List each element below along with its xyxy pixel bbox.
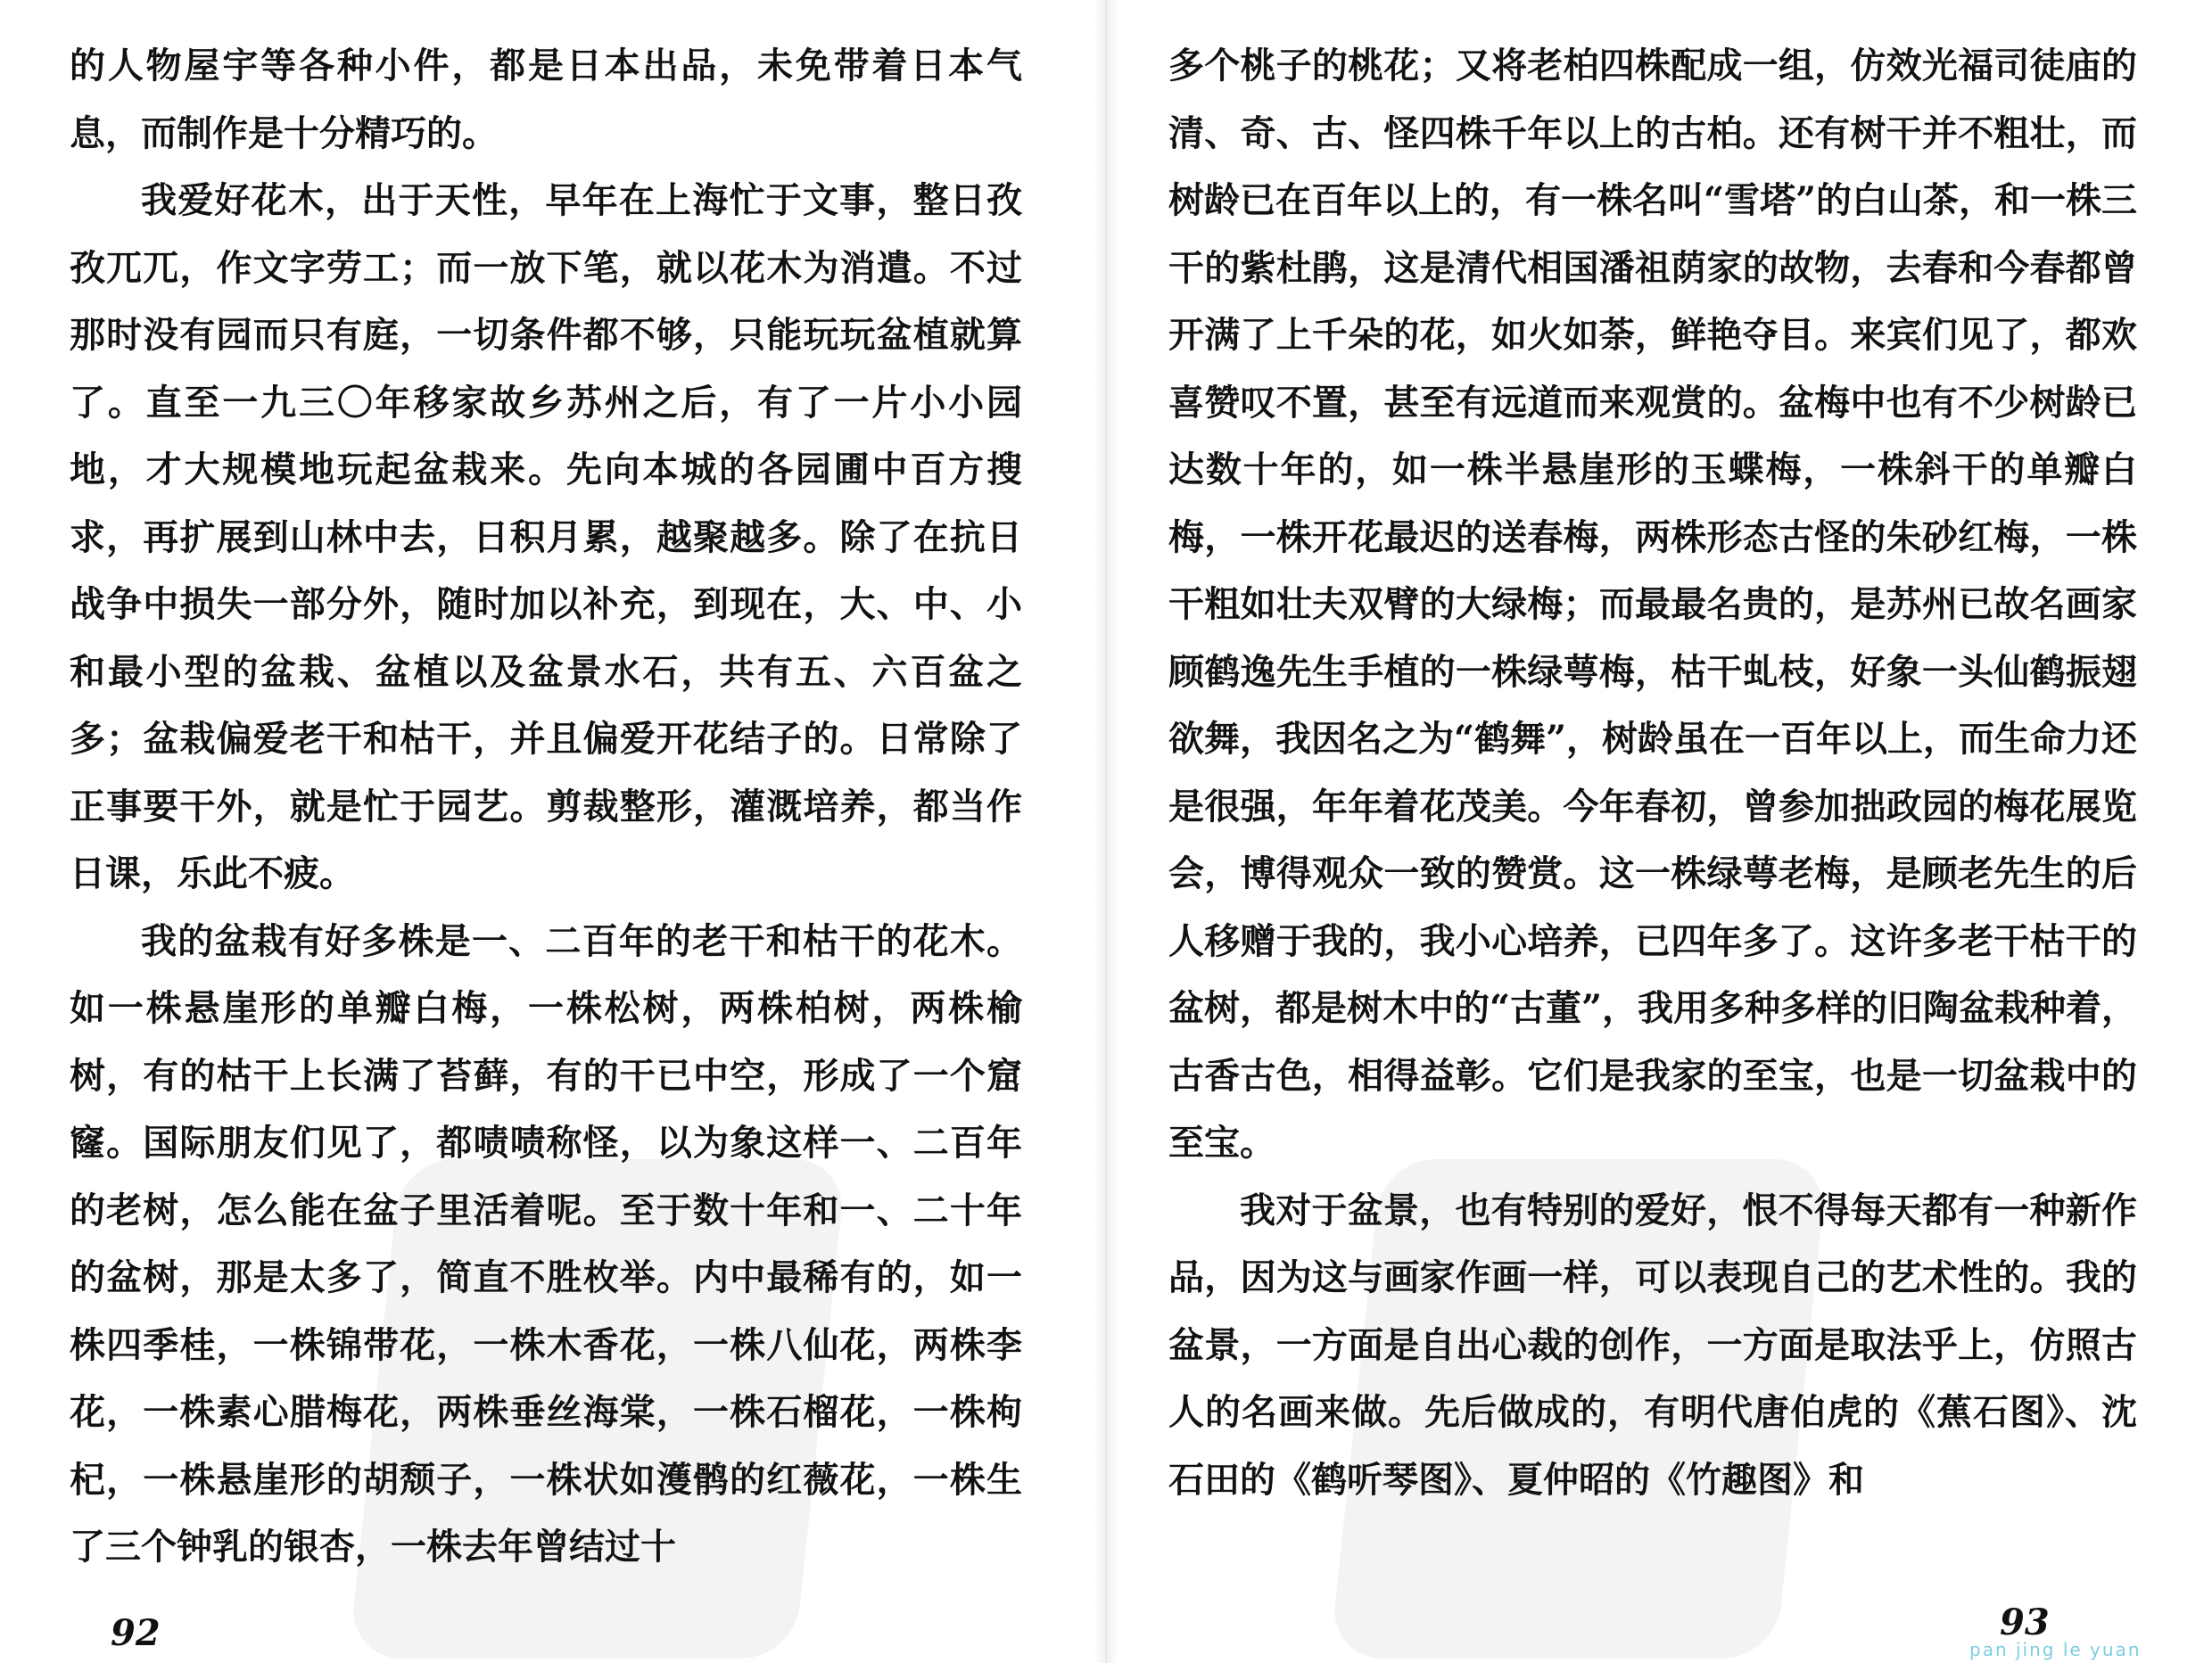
left-page-body [70,32,1022,1581]
paragraph: 我爱好花木，出于天性，早年在上海忙于文事，整日孜孜兀兀，作文字劳工；而一放下笔，就以花木为消遣。不过那时没有园而只有庭，一切条件都不够，只能玩玩盆植就算了。直至一九三〇年移家故乡苏州之后，有了一片小小园地，才大规模地玩起盆栽来。先向本城的各园圃中百方搜求，再扩展到山林中去，日积月累，越聚越多。除了在抗日战争中损失一部分外，随时加以补充，到现在，大、中、小和最小型的盆栽、盆植以及盆景水石，共有五、六百盆之多；盆栽偏爱老干和枯干，并且偏爱开花结子的。日常除了正事要干外，就是忙于园艺。剪裁整形，灌溉培养，都当作日课，乐此不疲。 [70,179,1022,894]
site-watermark-text: pan jing le yuan [1969,1639,2142,1660]
right-page [1106,0,2212,1663]
paragraph: 的人物屋宇等各种小件，都是日本出品，未免带着日本气息，而制作是十分精巧的。 [70,45,1022,154]
paragraph: 我的盆栽有好多株是一、二百年的老干和枯干的花木。如一株悬崖形的单瓣白梅，一株松树，两株柏树，两株榆树，有的枯干上长满了苔藓，有的干已中空，形成了一个窟窿。国际朋友们见了，都啧啧称怪，以为象这样一、二百年的老树，怎么能在盆子里活着呢。至于数十年和一、二十年的盆树，那是太多了，简直不胜枚举。内中最稀有的，如一株四季桂，一株锦带花，一株木香花，一株八仙花，两株李花，一株素心腊梅花，两株垂丝海棠，一株石榴花，一株枸杞，一株悬崖形的胡颓子，一株状如濩鹘的红薇花，一株生了三个钟乳的银杏，一株去年曾结过十 [70,919,1022,1568]
paragraph: 多个桃子的桃花；又将老柏四株配成一组，仿效光福司徒庙的清、奇、古、怪四株千年以上的古柏。还有树干并不粗壮，而树龄已在百年以上的，有一株名叫“雪塔”的白山茶，和一株三干的紫杜鹃，这是清代相国潘祖荫家的故物，去春和今春都曾开满了上千朵的花，如火如荼，鲜艳夺目。来宾们见了，都欢喜赞叹不置，甚至有远道而来观赏的。盆梅中也有不少树龄已达数十年的，如一株半悬崖形的玉蝶梅，一株斜干的单瓣白梅，一株开花最迟的送春梅，两株形态古怪的朱砂红梅，一株干粗如壮夫双臂的大绿梅；而最最名贵的，是苏州已故名画家顾鹤逸先生手植的一株绿萼梅，枯干虬枝，好象一头仙鹤振翅欲舞，我因名之为“鹤舞”，树龄虽在一百年以上，而生命力还是很强，年年着花茂美。今年春初，曾参加拙政园的梅花展览会，博得观众一致的赞赏。这一株绿萼老梅，是顾老先生的后人移赠于我的，我小心培养，已四年多了。这许多老干枯干的盆树，都是树木中的“古董”，我用多种多样的旧陶盆栽种着，古香古色，相得益彰。它们是我家的至宝，也是一切盆栽中的至宝。 [1168,45,2138,1164]
paragraph: 我对于盆景，也有特别的爱好，恨不得每天都有一种新作品，因为这与画家作画一样，可以表现自己的艺术性的。我的盆景，一方面是自出心裁的创作，一方面是取法乎上，仿照古人的名画来做。先后做成的，有明代唐伯虎的《蕉石图》、沈石田的《鹤听琴图》、夏仲昭的《竹趣图》和 [1168,1189,2137,1501]
right-page-body [1168,32,2137,1513]
page-number-left: 92 [111,1612,161,1654]
page-number-right: 93 [2000,1601,2050,1643]
